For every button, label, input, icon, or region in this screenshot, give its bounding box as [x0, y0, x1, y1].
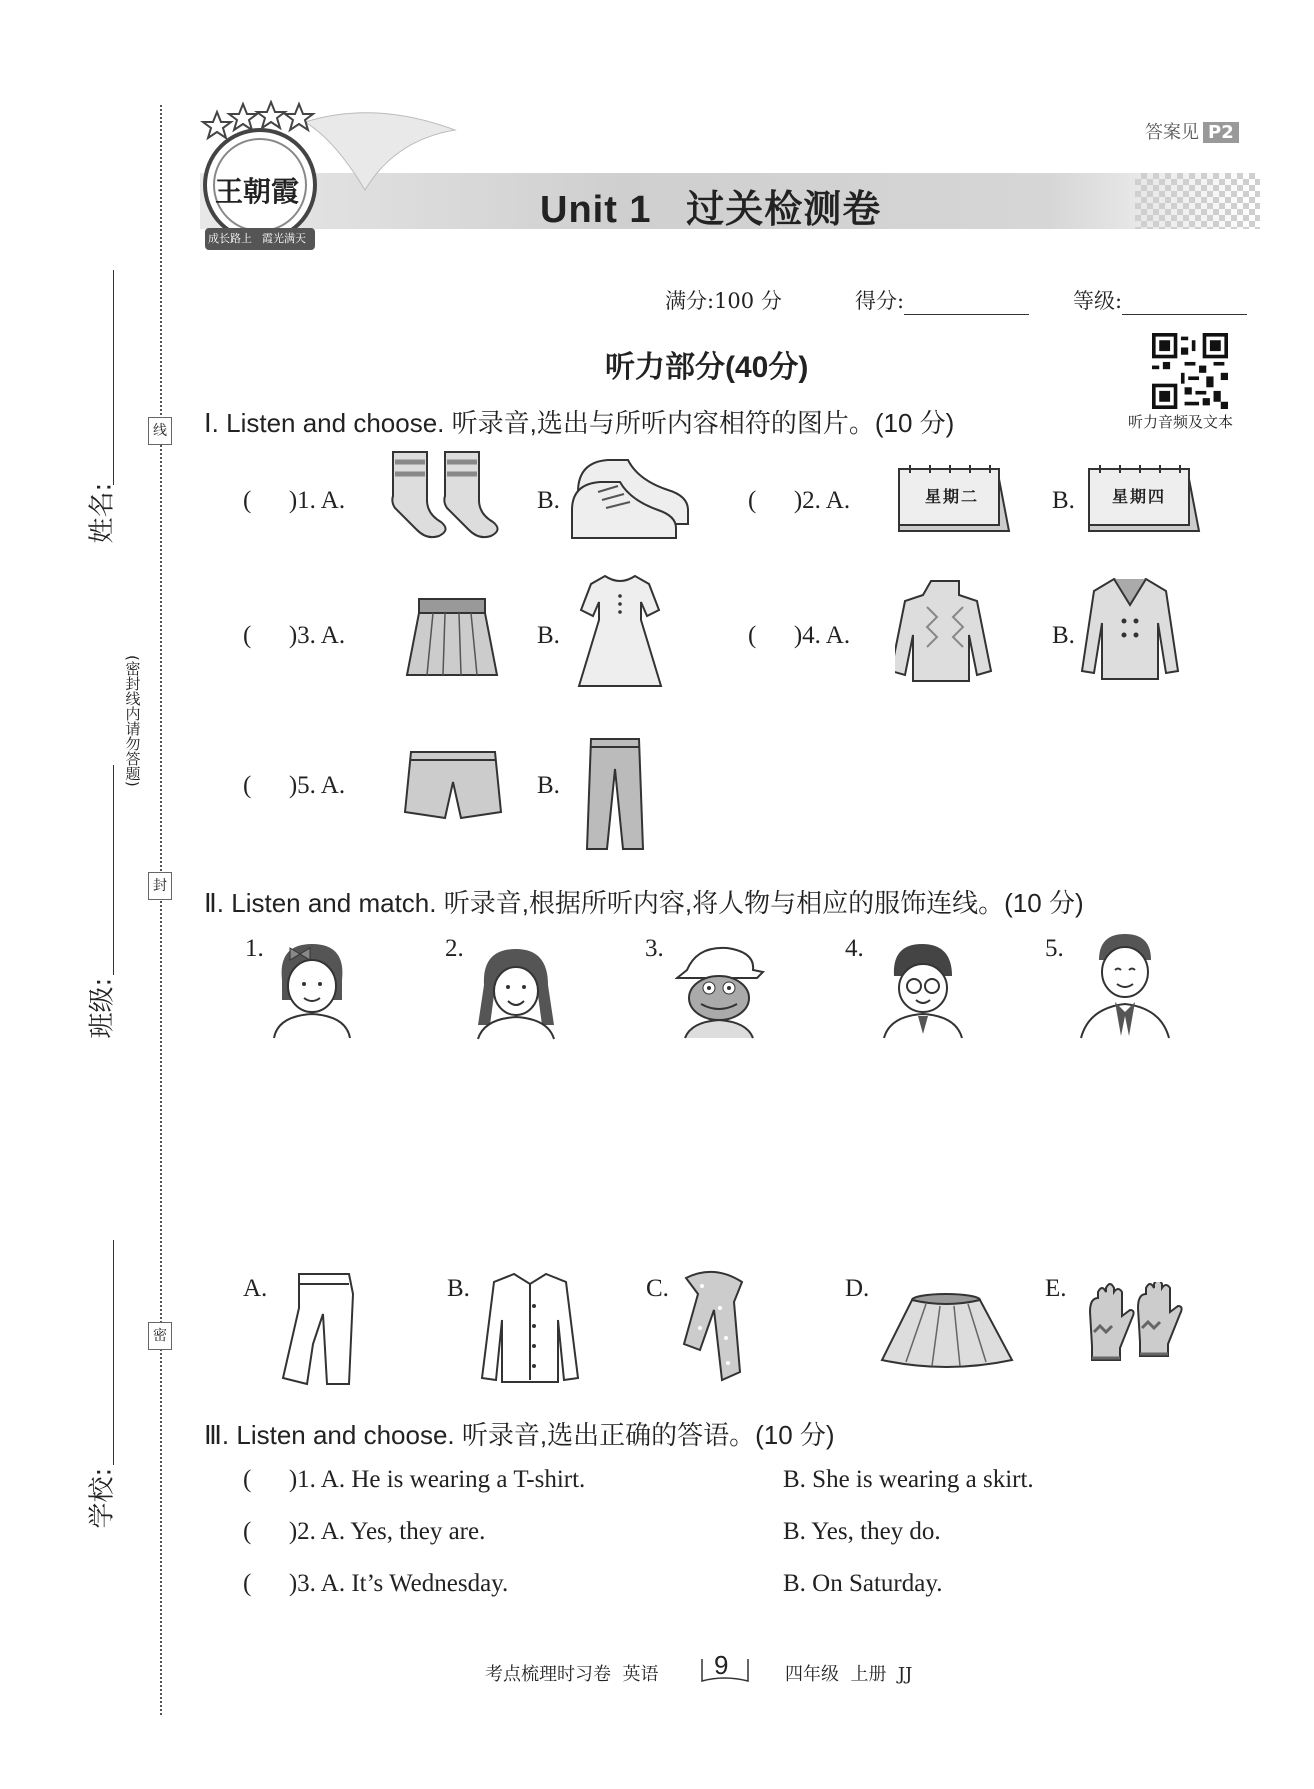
sweater-icon[interactable]	[895, 577, 995, 682]
calendar-thursday-text: 星期四	[1112, 487, 1167, 506]
scarf-icon[interactable]	[680, 1268, 750, 1388]
q2-option-b[interactable]: B.	[1052, 487, 1075, 514]
option-d-label: D.	[845, 1275, 870, 1302]
q4-option-b[interactable]: B.	[1052, 622, 1075, 649]
person-2-number: 2.	[445, 935, 464, 962]
grade-field	[1073, 285, 1247, 315]
part1-heading: Ⅰ. Listen and choose. 听录音,选出与所听内容相符的图片。(10 分)	[204, 408, 955, 438]
binding-mark-seal: 封	[148, 872, 172, 900]
part3-heading: Ⅲ. Listen and choose. 听录音,选出正确的答语。(10 分)	[204, 1420, 835, 1450]
grade-input-line[interactable]	[1122, 294, 1247, 315]
shorts-icon[interactable]	[403, 748, 503, 823]
socks-icon[interactable]	[385, 448, 510, 540]
q3-1-option-a[interactable]: ( )1. A. He is wearing a T-shirt.	[243, 1466, 586, 1493]
gloves-icon[interactable]	[1078, 1282, 1193, 1377]
person-3-number: 3.	[645, 935, 664, 962]
q3-option-b[interactable]: B.	[537, 622, 560, 649]
name-label: 姓名:	[87, 482, 118, 544]
class-field-line[interactable]	[113, 765, 114, 975]
q1-option-b[interactable]: B.	[537, 487, 560, 514]
frog-cap-icon[interactable]	[675, 942, 765, 1040]
q2-label[interactable]: ( )2. A.	[748, 487, 851, 514]
seal-note-text: (密封线内请勿答题)	[123, 655, 142, 787]
page-title: Unit 1 过关检测卷	[540, 189, 882, 231]
binding-mark-secret: 密	[148, 1322, 172, 1350]
skirt-icon[interactable]	[405, 595, 500, 680]
option-b-label: B.	[447, 1275, 470, 1302]
q4-label[interactable]: ( )4. A.	[748, 622, 851, 649]
qr-caption: 听力音频及文本	[1128, 413, 1234, 431]
boy-glasses-icon[interactable]	[878, 940, 968, 1040]
seal-note	[120, 655, 144, 793]
girl-with-bow-icon[interactable]	[270, 940, 355, 1040]
option-e-label: E.	[1045, 1275, 1067, 1302]
class-label: 班级:	[87, 977, 118, 1039]
person-4-number: 4.	[845, 935, 864, 962]
logo-slogan-1: 成长路上	[208, 232, 252, 245]
name-field-line[interactable]	[113, 270, 114, 485]
logo-slogan-2: 霞光满天	[262, 232, 306, 245]
q5-label[interactable]: ( )5. A.	[243, 772, 346, 799]
q3-2-option-a[interactable]: ( )2. A. Yes, they are.	[243, 1518, 486, 1545]
listening-heading: 听力部分(40分)	[605, 351, 809, 384]
pants-icon[interactable]	[583, 735, 648, 853]
sneakers-icon[interactable]	[568, 452, 693, 544]
q3-2-option-b[interactable]: B. Yes, they do.	[783, 1518, 941, 1545]
answer-ref-label: 答案见	[1145, 122, 1199, 143]
q3-label[interactable]: ( )3. A.	[243, 622, 346, 649]
binding-mark-line: 线	[148, 417, 172, 445]
school-label: 学校:	[87, 1467, 118, 1529]
score-input-line[interactable]	[904, 294, 1029, 315]
page-number: 9	[714, 1650, 729, 1680]
boy-scarf-icon[interactable]	[1075, 930, 1175, 1040]
answer-page-badge: P2	[1203, 122, 1239, 143]
frilly-skirt-icon[interactable]	[880, 1290, 1015, 1370]
dress-icon[interactable]	[575, 572, 665, 692]
q3-3-option-b[interactable]: B. On Saturday.	[783, 1570, 943, 1597]
footer-grade: 四年级 上册 JJ	[785, 1664, 913, 1685]
score-label: 得分:	[855, 289, 905, 313]
girl-braids-icon[interactable]	[472, 945, 562, 1040]
grade-label: 等级:	[1073, 289, 1123, 313]
q3-1-option-b[interactable]: B. She is wearing a skirt.	[783, 1466, 1034, 1493]
score-field	[855, 285, 1029, 315]
shirt-icon[interactable]	[478, 1270, 583, 1385]
q3-3-option-a[interactable]: ( )3. A. It’s Wednesday.	[243, 1570, 509, 1597]
binding-line	[160, 105, 162, 1715]
person-5-number: 5.	[1045, 935, 1064, 962]
q5-option-b[interactable]: B.	[537, 772, 560, 799]
coat-icon[interactable]	[1080, 575, 1180, 685]
part2-heading: Ⅱ. Listen and match. 听录音,根据所听内容,将人物与相应的服饰连线。(10 分)	[204, 888, 1084, 918]
option-a-label: A.	[243, 1275, 268, 1302]
calendar-tuesday-text: 星期二	[925, 487, 980, 506]
logo-name: 王朝霞	[215, 175, 300, 208]
school-field-line[interactable]	[113, 1240, 114, 1465]
qr-code-icon[interactable]	[1152, 333, 1228, 409]
q1-label[interactable]: ( )1. A.	[243, 487, 346, 514]
answer-reference	[1145, 118, 1239, 144]
page-number-bracket	[700, 1655, 750, 1685]
full-score: 满分:100 分	[665, 289, 782, 313]
option-c-label: C.	[646, 1275, 669, 1302]
footer-book: 考点梳理时习卷 英语	[485, 1664, 659, 1685]
person-1-number: 1.	[245, 935, 264, 962]
trousers-icon[interactable]	[275, 1270, 370, 1390]
banner-checker-pattern	[1135, 173, 1260, 229]
